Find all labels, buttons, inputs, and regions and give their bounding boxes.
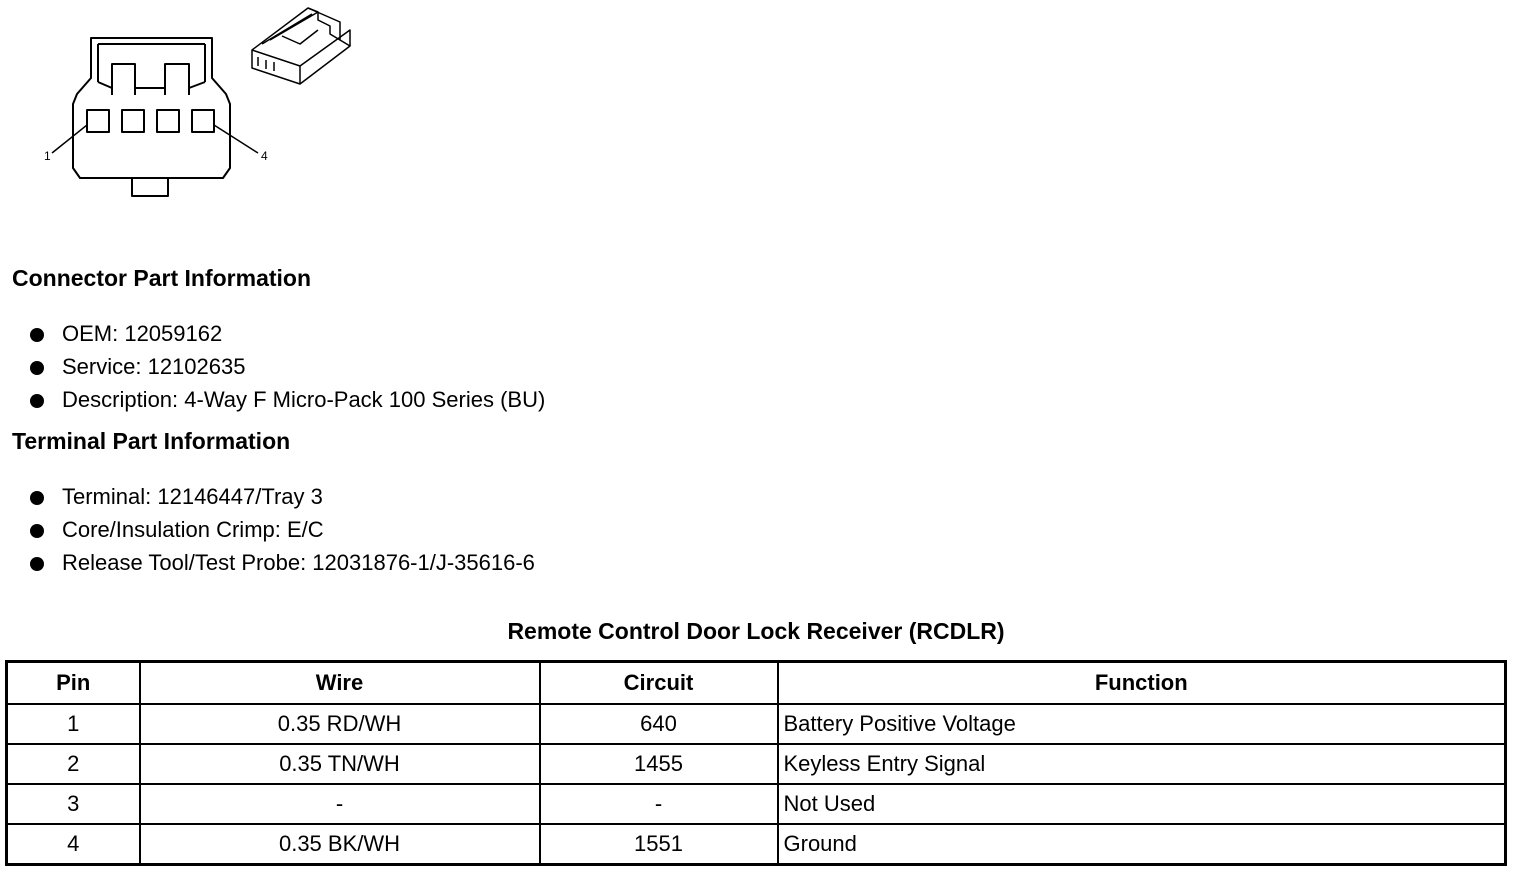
cell-circuit: 1455: [540, 744, 778, 784]
terminal-part-list: [30, 482, 535, 581]
connector-part-information-heading: Connector Part Information: [12, 265, 312, 291]
cavity-pin-4: [192, 110, 214, 132]
cell-wire: 0.35 BK/WH: [140, 824, 540, 865]
cell-function: Keyless Entry Signal: [778, 744, 1506, 784]
bullet-icon: [30, 394, 44, 408]
connector-part-list: [30, 319, 545, 418]
cell-function: Ground: [778, 824, 1506, 865]
list-item: OEM: 12059162: [30, 319, 545, 352]
pin-table-title: Remote Control Door Lock Receiver (RCDLR): [507, 618, 1005, 644]
table-row: [7, 744, 1506, 784]
cell-wire: 0.35 TN/WH: [140, 744, 540, 784]
cavity-pin-1: [87, 110, 109, 132]
cell-pin: 1: [7, 704, 140, 744]
column-header-pin: Pin: [7, 662, 140, 705]
bullet-icon: [30, 328, 44, 342]
list-item: Core/Insulation Crimp: E/C: [30, 515, 535, 548]
connector-face-diagram: [0, 0, 380, 210]
list-item: Description: 4-Way F Micro-Pack 100 Series (BU): [30, 385, 545, 418]
column-header-wire: Wire: [140, 662, 540, 705]
list-item: Service: 12102635: [30, 352, 545, 385]
list-item: Release Tool/Test Probe: 12031876-1/J-35616-6: [30, 548, 535, 581]
cell-function: Not Used: [778, 784, 1506, 824]
cell-function: Battery Positive Voltage: [778, 704, 1506, 744]
cell-pin: 4: [7, 824, 140, 865]
table-row: [7, 704, 1506, 744]
bullet-icon: [30, 491, 44, 505]
pin-label-1: 1: [44, 149, 51, 163]
cell-wire: -: [140, 784, 540, 824]
terminal-part-information-heading: Terminal Part Information: [12, 428, 291, 454]
cell-wire: 0.35 RD/WH: [140, 704, 540, 744]
table-row: [7, 784, 1506, 824]
bullet-icon: [30, 524, 44, 538]
connector-body: [73, 38, 230, 178]
pin-label-4: 4: [261, 149, 268, 163]
cavity-pin-3: [157, 110, 179, 132]
cell-circuit: 640: [540, 704, 778, 744]
bullet-icon: [30, 361, 44, 375]
leader-pin-1: [52, 125, 87, 153]
connector-isometric-sketch: [252, 8, 350, 84]
table-row: [7, 824, 1506, 865]
cavity-pin-2: [122, 110, 144, 132]
connector-key: [132, 178, 168, 196]
cell-circuit: -: [540, 784, 778, 824]
cell-circuit: 1551: [540, 824, 778, 865]
column-header-circuit: Circuit: [540, 662, 778, 705]
cell-pin: 3: [7, 784, 140, 824]
leader-pin-4: [214, 125, 258, 153]
latch-tab-left: [112, 64, 135, 95]
table-header-row: [7, 662, 1506, 705]
latch-tab-right: [165, 64, 189, 95]
pin-table: [5, 660, 1507, 866]
column-header-function: Function: [778, 662, 1506, 705]
list-item: Terminal: 12146447/Tray 3: [30, 482, 535, 515]
bullet-icon: [30, 557, 44, 571]
cell-pin: 2: [7, 744, 140, 784]
